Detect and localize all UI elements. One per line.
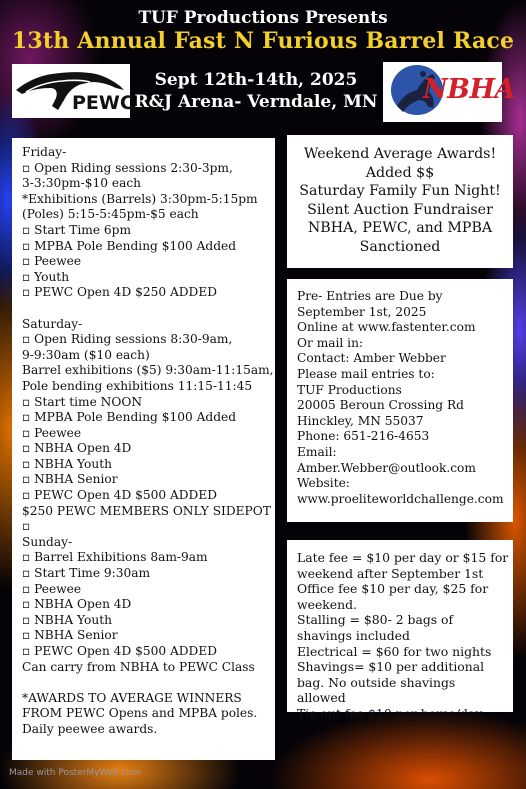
entries-line: 20005 Beroun Crossing Rd xyxy=(297,398,464,413)
schedule-line: ▫ xyxy=(22,519,31,534)
schedule-line: ▫ NBHA Youth xyxy=(22,456,112,471)
schedule-line: ▫ NBHA Youth xyxy=(22,612,112,627)
fees-line: weekend. xyxy=(297,596,357,612)
schedule-line: ▫ PEWC Open 4D $250 ADDED xyxy=(22,285,217,300)
schedule-line: ▫ MPBA Pole Bending $100 Added xyxy=(22,410,237,425)
schedule-line: *Exhibitions (Barrels) 3:30pm-5:15pm xyxy=(22,191,258,206)
fees-panel xyxy=(287,540,513,721)
schedule-line: 9-9:30am ($10 each) xyxy=(22,347,150,362)
entries-line: Email: xyxy=(297,444,337,459)
event-location: R&J Arena- Verndale, MN xyxy=(134,92,378,112)
nbha-logo-text: NBHA xyxy=(423,74,515,105)
nbha-logo xyxy=(383,62,515,122)
entries-line: Pre- Entries are Due by xyxy=(297,289,443,303)
fees-line: weekend after September 1st xyxy=(297,565,484,581)
schedule-line: FROM PEWC Opens and MPBA poles. xyxy=(22,706,258,721)
fees-line: Late fee = $10 per day or $15 for xyxy=(297,550,509,565)
schedule-line: ▫ NBHA Open 4D xyxy=(22,441,132,456)
schedule-line: Saturday- xyxy=(22,316,83,331)
schedule-panel xyxy=(12,138,275,760)
fees-line: Office fee $10 per day, $25 for xyxy=(297,581,489,597)
presenter-heading: TUF Productions Presents xyxy=(138,8,388,28)
fees-line: Electrical = $60 for two nights xyxy=(297,643,492,659)
schedule-line: ▫ Peewee xyxy=(22,254,82,269)
fees-line: allowed xyxy=(297,690,346,706)
awards-line: Weekend Average Awards! xyxy=(303,146,497,162)
schedule-line: $250 PEWC MEMBERS ONLY SIDEPOT xyxy=(22,503,271,518)
entries-line: September 1st, 2025 xyxy=(297,304,427,319)
fees-line: Tie out fee $10 per horse/day xyxy=(297,705,483,721)
entries-line: Or mail in: xyxy=(297,335,364,350)
entries-line: Contact: Amber Webber xyxy=(297,351,446,366)
schedule-line: ▫ NBHA Senior xyxy=(22,628,118,643)
schedule-line: Friday- xyxy=(22,145,67,159)
event-dates: Sept 12th-14th, 2025 xyxy=(154,70,358,90)
awards-panel xyxy=(287,135,513,268)
schedule-line: (Poles) 5:15-5:45pm-$5 each xyxy=(22,207,199,222)
fees-line: shavings included xyxy=(297,627,410,643)
fees-line: Stalling = $80- 2 bags of xyxy=(297,612,454,628)
schedule-line: ▫ Peewee xyxy=(22,425,82,440)
schedule-line: ▫ PEWC Open 4D $500 ADDED xyxy=(22,488,217,503)
fees-line: Shavings= $10 per additional xyxy=(297,659,485,675)
entries-line: www.proeliteworldchallenge.com xyxy=(297,491,504,506)
awards-line: Silent Auction Fundraiser xyxy=(307,201,493,218)
entries-panel xyxy=(287,279,513,522)
schedule-line: Sunday- xyxy=(22,534,73,549)
schedule-line: Daily peewee awards. xyxy=(22,721,158,736)
entries-line: Amber.Webber@outlook.com xyxy=(297,460,476,475)
awards-line: Sanctioned xyxy=(359,238,441,255)
schedule-line: ▫ Youth xyxy=(22,269,70,284)
awards-line: Saturday Family Fun Night! xyxy=(299,183,501,199)
schedule-line: Barrel exhibitions ($5) 9:30am-11:15am, xyxy=(22,363,274,378)
schedule-line: ▫ MPBA Pole Bending $100 Added xyxy=(22,238,237,253)
schedule-line xyxy=(22,301,275,317)
schedule-line: ▫ Start time NOON xyxy=(22,394,142,409)
pewc-logo-text: PEWC xyxy=(72,92,134,114)
schedule-line: ▫ NBHA Open 4D xyxy=(22,597,132,612)
schedule-line xyxy=(22,675,275,691)
awards-line: NBHA, PEWC, and MPBA xyxy=(307,220,493,236)
schedule-line: Can carry from NBHA to PEWC Class xyxy=(22,659,255,674)
schedule-line: *AWARDS TO AVERAGE WINNERS xyxy=(22,690,242,705)
watermark: Made with PosterMyWall.com xyxy=(9,768,141,778)
schedule-line: ▫ NBHA Senior xyxy=(22,472,118,487)
schedule-line: ▫ Open Riding sessions 8:30-9am, xyxy=(22,332,233,347)
schedule-line: ▫ Start Time 6pm xyxy=(22,222,132,237)
entries-line: Please mail entries to: xyxy=(297,366,435,381)
schedule-line: ▫ PEWC Open 4D $500 ADDED xyxy=(22,644,217,658)
schedule-line: ▫ Open Riding sessions 2:30-3pm, xyxy=(22,160,233,175)
schedule-line: ▫ Start Time 9:30am xyxy=(22,566,151,581)
entries-line: Website: xyxy=(297,476,350,491)
entries-line: TUF Productions xyxy=(297,382,402,397)
schedule-line: 3-3:30pm-$10 each xyxy=(22,176,142,191)
schedule-line: ▫ Peewee xyxy=(22,581,82,596)
schedule-line: ▫ Barrel Exhibitions 8am-9am xyxy=(22,550,208,565)
entries-line: Hinckley, MN 55037 xyxy=(297,413,424,428)
schedule-line: Pole bending exhibitions 11:15-11:45 xyxy=(22,378,253,393)
pewc-logo xyxy=(12,64,134,118)
entries-line: Phone: 651-216-4653 xyxy=(297,429,430,444)
event-title: 13th Annual Fast N Furious Barrel Race xyxy=(11,28,515,54)
awards-line: Added $$ xyxy=(365,164,435,181)
entries-line: Online at www.fastenter.com xyxy=(297,320,476,335)
fees-line: bag. No outside shavings xyxy=(297,674,456,690)
